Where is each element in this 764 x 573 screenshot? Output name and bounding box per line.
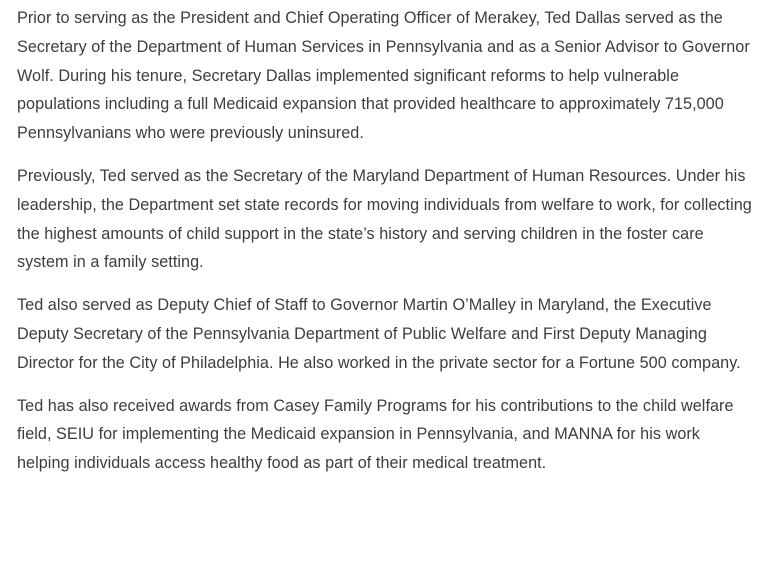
bio-paragraph-1: Prior to serving as the President and Chief Operating Officer of Merakey, Ted Dallas served as the Secretary of the Department of Human Services in Pennsylvania and as a Senior Advisor to Governor Wolf. During his tenure, Secretary Dallas implemented significant reforms to help vulnerable populations including a full Medicaid expansion that provided healthcare to approximately 715,000 Pennsylvanians who were previously uninsured. (17, 9, 750, 143)
bio-paragraph-4: Ted has also received awards from Casey Family Programs for his contributions to the child welfare field, SEIU for implementing the Medicaid expansion in Pennsylvania, and MANNA for his work helping individuals access healthy food as part of their medical treatment. (17, 396, 734, 473)
bio-paragraph-2: Previously, Ted served as the Secretary of the Maryland Department of Human Resources. Under his leadership, the Department set state records for moving individuals from welfare to work, for collecting the highest amounts of child support in the state’s history and serving children in the foster care system in a family setting. (17, 166, 752, 272)
bio-paragraph-3: Ted also served as Deputy Chief of Staff to Governor Martin O’Malley in Maryland, the Executive Deputy Secretary of the Pennsylvania Department of Public Welfare and First Deputy Managing Director for the City of Philadelphia. He also worked in the private sector for a Fortune 500 company. (17, 296, 741, 372)
